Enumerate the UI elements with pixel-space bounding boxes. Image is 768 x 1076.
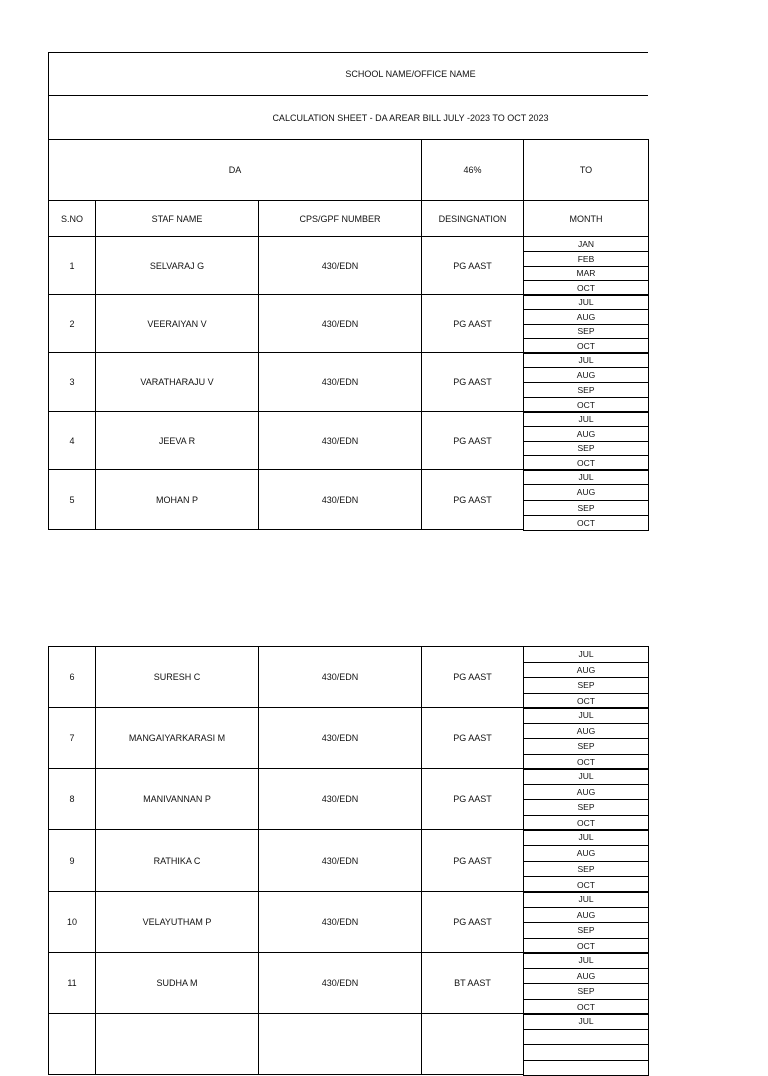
staff-number-cell <box>258 768 422 830</box>
staff-sno: 5 <box>49 470 95 529</box>
staff-designation-cell <box>421 768 524 830</box>
staff-sno: 2 <box>49 295 95 352</box>
staff-sno-cell <box>48 768 96 830</box>
staff-sno-cell <box>48 352 96 412</box>
month-label: AUG <box>524 427 648 441</box>
month-cell <box>523 469 649 485</box>
month-label: SEP <box>524 678 648 693</box>
month-cell <box>523 324 649 340</box>
month-cell <box>523 441 649 457</box>
staff-designation-cell <box>421 469 524 530</box>
staff-designation-cell <box>421 952 524 1014</box>
col-designation-label: DESINGNATION <box>422 201 523 236</box>
staff-name-cell <box>95 469 259 530</box>
month-cell <box>523 367 649 383</box>
staff-name-cell <box>95 236 259 295</box>
staff-name-cell <box>95 952 259 1014</box>
staff-number <box>259 1014 421 1074</box>
staff-designation: PG AAST <box>422 353 523 411</box>
staff-designation: PG AAST <box>422 708 523 768</box>
month-cell <box>523 968 649 985</box>
staff-sno-cell <box>48 294 96 353</box>
month-cell <box>523 845 649 862</box>
staff-designation: PG AAST <box>422 237 523 294</box>
month-cell <box>523 236 649 252</box>
month-label: MAR <box>524 267 648 281</box>
month-label: SEP <box>524 984 648 999</box>
sheet-title: CALCULATION SHEET - DA AREAR BILL JULY -2023 TO OCT 2023 <box>48 96 768 139</box>
month-label <box>524 1045 648 1060</box>
staff-name-cell <box>95 1013 259 1075</box>
month-label: SEP <box>524 501 648 515</box>
month-label: JUL <box>524 647 648 662</box>
staff-designation-cell <box>421 707 524 769</box>
month-cell <box>523 768 649 785</box>
month-label: JUL <box>524 295 648 309</box>
staff-designation: PG AAST <box>422 769 523 829</box>
month-label: OCT <box>524 398 648 412</box>
month-label: OCT <box>524 516 648 530</box>
staff-sno-cell <box>48 411 96 470</box>
month-label: JAN <box>524 237 648 251</box>
month-cell <box>523 382 649 398</box>
month-label: OCT <box>524 456 648 470</box>
month-cell <box>523 983 649 1000</box>
to-label: TO <box>524 140 648 200</box>
month-label: SEP <box>524 862 648 877</box>
month-label: SEP <box>524 739 648 754</box>
staff-name-cell <box>95 294 259 353</box>
staff-name <box>96 1014 258 1074</box>
staff-sno: 8 <box>49 769 95 829</box>
staff-sno: 3 <box>49 353 95 411</box>
month-cell <box>523 1029 649 1046</box>
col-sno-label: S.NO <box>49 201 95 236</box>
staff-designation: PG AAST <box>422 830 523 891</box>
month-cell <box>523 723 649 740</box>
staff-sno: 9 <box>49 830 95 891</box>
staff-number: 430/EDN <box>259 892 421 952</box>
month-cell <box>523 309 649 325</box>
staff-name-cell <box>95 707 259 769</box>
staff-number-cell <box>258 352 422 412</box>
staff-name: JEEVA R <box>96 412 258 469</box>
staff-designation <box>422 1014 523 1074</box>
month-label: OCT <box>524 755 648 770</box>
month-cell <box>523 1060 649 1076</box>
month-label: SEP <box>524 923 648 938</box>
month-cell <box>523 799 649 816</box>
month-label: AUG <box>524 485 648 499</box>
staff-designation: PG AAST <box>422 470 523 529</box>
staff-number-cell <box>258 707 422 769</box>
col-name-label: STAF NAME <box>96 201 258 236</box>
staff-number: 430/EDN <box>259 353 421 411</box>
month-label: OCT <box>524 816 648 831</box>
month-label: AUG <box>524 969 648 984</box>
month-label: JUL <box>524 769 648 784</box>
staff-number: 430/EDN <box>259 953 421 1013</box>
staff-designation: PG AAST <box>422 412 523 469</box>
staff-number-cell <box>258 1013 422 1075</box>
staff-number-cell <box>258 294 422 353</box>
month-label: AUG <box>524 310 648 324</box>
month-cell <box>523 662 649 679</box>
month-label: AUG <box>524 908 648 923</box>
staff-sno-cell <box>48 829 96 892</box>
month-cell <box>523 707 649 724</box>
staff-sno <box>49 1014 95 1074</box>
staff-designation-cell <box>421 891 524 953</box>
month-label: OCT <box>524 694 648 709</box>
month-cell <box>523 907 649 924</box>
month-cell <box>523 484 649 500</box>
staff-sno: 11 <box>49 953 95 1013</box>
month-label: SEP <box>524 325 648 339</box>
staff-sno-cell <box>48 891 96 953</box>
month-cell <box>523 677 649 694</box>
staff-number-cell <box>258 891 422 953</box>
staff-number: 430/EDN <box>259 470 421 529</box>
month-label: JUL <box>524 353 648 367</box>
month-cell <box>523 500 649 516</box>
staff-sno: 10 <box>49 892 95 952</box>
month-cell <box>523 1013 649 1030</box>
staff-name: VELAYUTHAM P <box>96 892 258 952</box>
staff-designation-cell <box>421 352 524 412</box>
col-designation-header <box>421 200 524 237</box>
month-label: SEP <box>524 383 648 397</box>
col-name-header <box>95 200 259 237</box>
da-percent: 46% <box>422 140 523 200</box>
staff-name-cell <box>95 352 259 412</box>
staff-number: 430/EDN <box>259 830 421 891</box>
month-label: SEP <box>524 800 648 815</box>
staff-number: 430/EDN <box>259 237 421 294</box>
staff-number: 430/EDN <box>259 295 421 352</box>
month-label: AUG <box>524 785 648 800</box>
month-cell <box>523 1044 649 1061</box>
staff-sno-cell <box>48 469 96 530</box>
da-label: DA <box>49 140 421 200</box>
month-cell <box>523 294 649 310</box>
col-number-header <box>258 200 422 237</box>
month-label: AUG <box>524 846 648 861</box>
month-label: JUL <box>524 830 648 845</box>
month-cell <box>523 352 649 368</box>
staff-name-cell <box>95 768 259 830</box>
staff-number-cell <box>258 829 422 892</box>
staff-sno: 4 <box>49 412 95 469</box>
month-label: OCT <box>524 877 648 892</box>
staff-sno-cell <box>48 236 96 295</box>
month-cell <box>523 646 649 663</box>
staff-name: SUDHA M <box>96 953 258 1013</box>
staff-designation-cell <box>421 829 524 892</box>
month-label: JUL <box>524 412 648 426</box>
staff-name: MANGAIYARKARASI M <box>96 708 258 768</box>
staff-number: 430/EDN <box>259 647 421 707</box>
staff-name: RATHIKA C <box>96 830 258 891</box>
month-cell <box>523 738 649 755</box>
month-label: AUG <box>524 663 648 678</box>
staff-name: VEERAIYAN V <box>96 295 258 352</box>
month-label <box>524 1061 648 1076</box>
staff-name: VARATHARAJU V <box>96 353 258 411</box>
month-label: AUG <box>524 724 648 739</box>
month-cell <box>523 922 649 939</box>
staff-sno-cell <box>48 1013 96 1075</box>
staff-sno: 1 <box>49 237 95 294</box>
staff-designation-cell <box>421 294 524 353</box>
da-label-cell <box>48 139 422 201</box>
month-cell <box>523 952 649 969</box>
month-label: JUL <box>524 470 648 484</box>
month-cell <box>523 829 649 846</box>
month-label: OCT <box>524 1000 648 1015</box>
month-label <box>524 1030 648 1045</box>
month-label: OCT <box>524 281 648 295</box>
month-label: JUL <box>524 892 648 907</box>
staff-designation: BT AAST <box>422 953 523 1013</box>
month-cell <box>523 891 649 908</box>
month-label: JUL <box>524 708 648 723</box>
month-cell <box>523 426 649 442</box>
staff-designation-cell <box>421 411 524 470</box>
staff-sno-cell <box>48 952 96 1014</box>
staff-name: SURESH C <box>96 647 258 707</box>
da-percent-cell <box>421 139 524 201</box>
month-cell <box>523 266 649 282</box>
staff-designation: PG AAST <box>422 295 523 352</box>
month-cell <box>523 784 649 801</box>
staff-number: 430/EDN <box>259 769 421 829</box>
staff-number: 430/EDN <box>259 412 421 469</box>
month-cell <box>523 515 649 531</box>
staff-name-cell <box>95 646 259 708</box>
month-cell <box>523 411 649 427</box>
month-label: OCT <box>524 939 648 954</box>
month-cell <box>523 251 649 267</box>
month-label: AUG <box>524 368 648 382</box>
month-label: FEB <box>524 252 648 266</box>
staff-name: MOHAN P <box>96 470 258 529</box>
staff-number-cell <box>258 952 422 1014</box>
staff-designation-cell <box>421 646 524 708</box>
staff-number-cell <box>258 646 422 708</box>
month-label: JUL <box>524 1014 648 1029</box>
col-month-label: MONTH <box>524 201 648 236</box>
staff-sno-cell <box>48 707 96 769</box>
staff-name: SELVARAJ G <box>96 237 258 294</box>
col-number-label: CPS/GPF NUMBER <box>259 201 421 236</box>
staff-name-cell <box>95 829 259 892</box>
staff-designation-cell <box>421 236 524 295</box>
month-label: SEP <box>524 442 648 456</box>
staff-number: 430/EDN <box>259 708 421 768</box>
staff-name: MANIVANNAN P <box>96 769 258 829</box>
to-cell <box>523 139 649 201</box>
staff-number-cell <box>258 236 422 295</box>
school-name: SCHOOL NAME/OFFICE NAME <box>48 52 768 95</box>
staff-name-cell <box>95 411 259 470</box>
staff-number-cell <box>258 469 422 530</box>
staff-designation: PG AAST <box>422 892 523 952</box>
month-cell <box>523 861 649 878</box>
staff-sno-cell <box>48 646 96 708</box>
month-label: OCT <box>524 339 648 353</box>
staff-designation: PG AAST <box>422 647 523 707</box>
staff-sno: 6 <box>49 647 95 707</box>
col-sno-header <box>48 200 96 237</box>
staff-sno: 7 <box>49 708 95 768</box>
month-label: JUL <box>524 953 648 968</box>
staff-number-cell <box>258 411 422 470</box>
staff-name-cell <box>95 891 259 953</box>
staff-designation-cell <box>421 1013 524 1075</box>
col-month-header <box>523 200 649 237</box>
